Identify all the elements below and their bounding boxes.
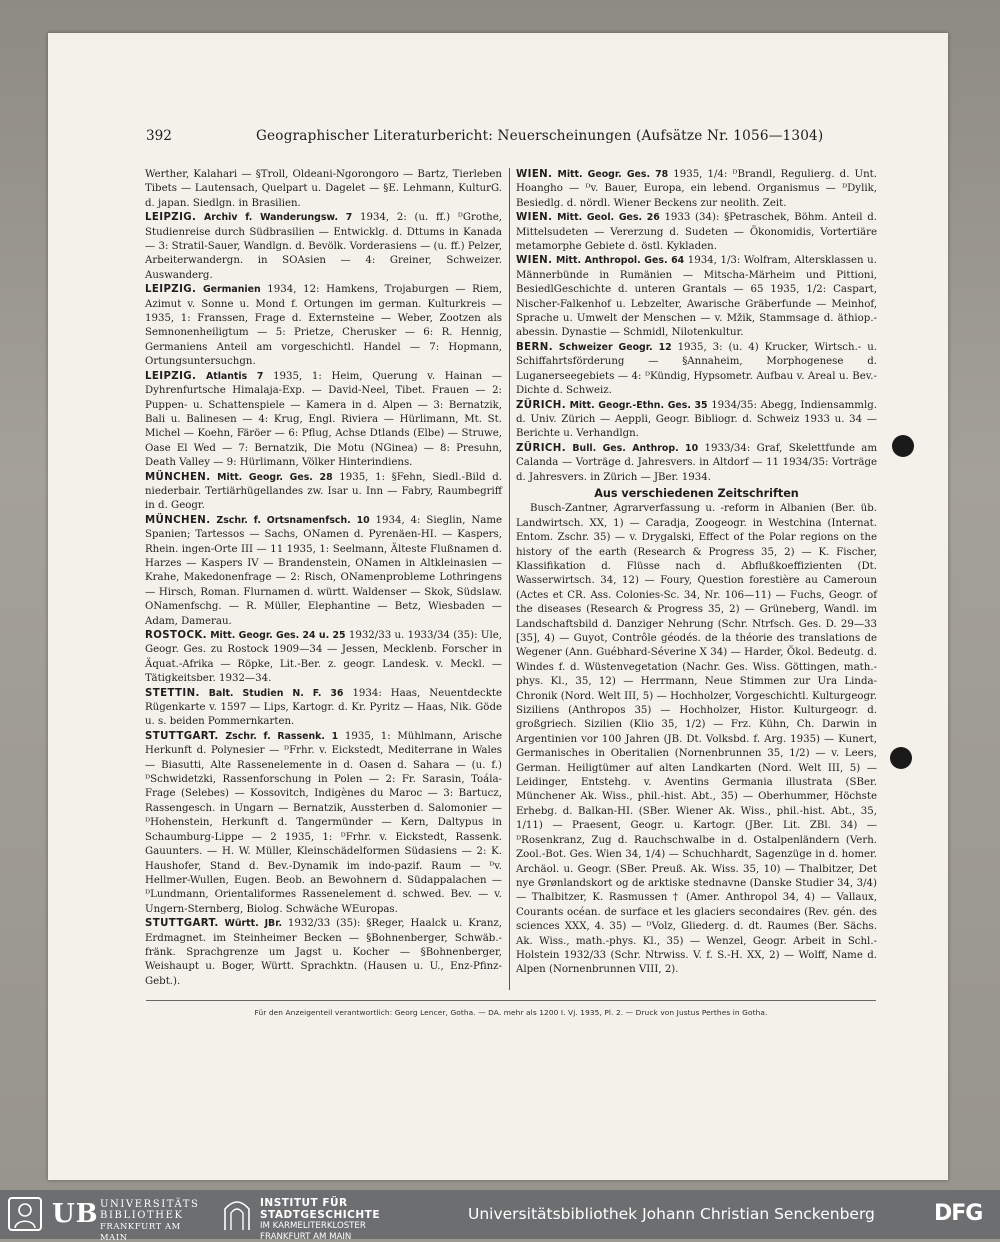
entry-text: 1934/35: Abegg, Indiensammlg. d. Univ. Zürich — Aeppli, Geogr. Bibliogr. d. Schweiz 1933 u. 34 — Berichte u. Verhandlgn. (516, 400, 877, 440)
library-name[interactable]: Universitätsbibliothek Johann Christian Senckenberg (468, 1205, 875, 1223)
isg-line: FRANKFURT AM MAIN (260, 1232, 380, 1242)
entry-journal: Atlantis 7 (206, 371, 263, 382)
isg-logo[interactable] (222, 1197, 422, 1233)
bibliography-entry (516, 399, 877, 442)
entry-journal: Germanien (203, 284, 261, 295)
entry-city: STETTIN. (145, 688, 200, 699)
cloister-icon (222, 1197, 252, 1231)
entry-text: 1935, 3: (u. 4) Krucker, Wirtsch.- u. Schiffahrtsförderung — §Annaheim, Morphogenese d. Luganerseegebiets — 4: ᴰKündig, Hypsometr. Aufbau v. Areal u. Bev.-Dichte d. Schweiz. (516, 342, 877, 396)
entry-city: STUTTGART. (145, 731, 219, 742)
bibliography-entry (145, 687, 502, 730)
entry-city: MÜNCHEN. (145, 515, 211, 526)
bibliography-entry (516, 168, 877, 211)
section-heading: Aus verschiedenen Zeitschriften (516, 487, 877, 501)
bibliography-entry (145, 283, 502, 369)
entry-city: ZÜRICH. (516, 400, 566, 411)
punch-hole-icon (892, 435, 914, 457)
column-divider (509, 168, 510, 990)
isg-text (260, 1198, 380, 1242)
entry-text: 1932/33 (35): §Reger, Haalck u. Kranz, Erdmagnet. im Steinheimer Becken — §Bohnenberger, Schwäb.-fränk. Sprachgrenze um Jagst u. Kocher — §Bohnenberger, Weishaupt u. Boger, Württ. Sprachktn. (Hausen u. U., Enz-Pfinz-Gebt.). (145, 918, 502, 987)
bibliography-entry (516, 254, 877, 340)
entry-text: 1935, 1/4: ᴰBrandl, Regulierg. d. Unt. Hoangho — ᴰv. Bauer, Europa, ein lebend. Organismus — ᴰDylik, Besiedlg. d. nördl. Wiener Beckens zur neolith. Zeit. (516, 169, 877, 209)
entry-journal: Mitt. Anthropol. Ges. 64 (556, 255, 684, 266)
entry-journal: Württ. JBr. (225, 918, 283, 929)
bibliography-entry (145, 370, 502, 471)
ub-line: BIBLIOTHEK (100, 1211, 208, 1222)
bibliography-entry (145, 168, 502, 211)
entry-text: 1935, 1: Heim, Querung v. Hainan — Dyhrenfurtsche Himalaja-Exp. — David-Neel, Tibet. Frauen — 2: Puppen- u. Schattenspiele — Kamera in d. Alpen — 3: Bernatzik, Bali u. Balinesen — 4: Krug, Engl. Riviera — Hürlimann, Mt. St. Michel — Koehn, Färöer — 6: Pflug, Achse Dtlands (Elbe) — Struwe, Oase El Wed — 7: Bernatzik, Die Motu (NGinea) — 8: Presuhn, Death Valley — 9: Hürlimann, Völker Hinterindiens. (145, 371, 502, 468)
ub-letters: UB (52, 1199, 99, 1229)
entry-city: LEIPZIG. (145, 371, 196, 382)
bibliography-entry (145, 917, 502, 989)
entry-journal: Mitt. Geogr.-Ethn. Ges. 35 (570, 400, 708, 411)
entry-city: ZÜRICH. (516, 443, 566, 454)
bibliography-entry (145, 730, 502, 917)
dfg-logo[interactable]: DFG (934, 1201, 982, 1226)
entry-journal: Mitt. Geogr. Ges. 78 (557, 169, 668, 180)
bibliography-entry (145, 514, 502, 629)
entry-text: 1934: Haas, Neuentdeckte Rügenkarte v. 1597 — Lips, Kartogr. d. Kr. Pyritz — Haas, Nik. Göde u. s. beiden Pommernkarten. (145, 688, 502, 728)
entry-text: 1935, 1: §Fehn, Siedl.-Bild d. niederbair. Tertiärhügellandes zw. Isar u. Inn — Fabry, Raumbegriff in d. Geogr. (145, 472, 502, 512)
punch-hole-icon (890, 747, 912, 769)
entry-text: 1932/33 u. 1933/34 (35): Ule, Geogr. Ges. zu Rostock 1909—34 — Jessen, Mecklenb. Forscher in Äquat.-Afrika — Röpke, Lit.-Ber. z. geogr. Landesk. v. Meckl. — Tätigkeitsber. 1932—34. (145, 630, 502, 684)
entry-city: ROSTOCK. (145, 630, 207, 641)
page-number: 392 (146, 128, 172, 144)
bibliography-entry (516, 211, 877, 254)
right-column (516, 168, 877, 978)
entry-city: LEIPZIG. (145, 284, 196, 295)
entry-journal: Mitt. Geogr. Ges. 24 u. 25 (210, 630, 345, 641)
entry-text: 1934, 2: (u. ff.) ᴰGrothe, Studienreise durch Südbrasilien — Entwicklg. d. Dttums in Kanada — 3: Stratil-Sauer, Wandlgn. d. Bevölk. Vorderasiens — (u. ff.) Pelzer, Arbeiterwandergn. in SOAsien — 4: Greiner, Schweizer. Auswanderg. (145, 212, 502, 281)
entry-journal: Schweizer Geogr. 12 (559, 342, 672, 353)
entry-text: Werther, Kalahari — §Troll, Oldeani-Ngorongoro — Bartz, Tierleben Tibets — Lautensach, Quelpart u. Dagelet — §E. Lehmann, KulturG. d. japan. Siedlgn. in Brasilien. (145, 169, 502, 209)
entry-city: WIEN. (516, 169, 552, 180)
bibliography-entry (516, 341, 877, 399)
ub-line: FRANKFURT AM MAIN (100, 1221, 208, 1242)
bibliography-entry (145, 471, 502, 514)
ub-logo[interactable] (8, 1197, 208, 1233)
isg-line: INSTITUT FÜR (260, 1198, 380, 1210)
entry-city: STUTTGART. (145, 918, 219, 929)
entry-journal: Bull. Ges. Anthrop. 10 (572, 443, 698, 454)
entry-journal: Balt. Studien N. F. 36 (209, 688, 344, 699)
imprint-line: Für den Anzeigenteil verantwortlich: Georg Lencer, Gotha. — DA. mehr als 1200 I. Vj. 1935, Pl. 2. — Druck von Justus Perthes in Gotha. (146, 1008, 876, 1017)
left-column (145, 168, 502, 989)
entry-city: WIEN. (516, 255, 552, 266)
bottom-rule (146, 1000, 876, 1001)
isg-line: STADTGESCHICHTE (260, 1210, 380, 1222)
entry-text: 1934, 12: Hamkens, Trojaburgen — Riem, Azimut v. Sonne u. Mond f. Ortungen im german. Kulturkreis — 1935, 1: Franssen, Frage d. Externsteine — Weber, Zootzen als Semnonenheiligtum — 5: Prietze, Cherusker — 6: R. Hennig, Germaniens Anteil am vorgeschichtl. Handel — 7: Hopmann, Ortungsuntersuchgn. (145, 284, 502, 367)
entry-city: WIEN. (516, 212, 552, 223)
entry-journal: Mitt. Geol. Ges. 26 (557, 212, 660, 223)
entry-journal: Zschr. f. Ortsnamenfsch. 10 (216, 515, 369, 526)
entry-city: MÜNCHEN. (145, 472, 211, 483)
entry-journal: Zschr. f. Rassenk. 1 (225, 731, 338, 742)
entry-text: 1933 (34): §Petraschek, Böhm. Anteil d. Mittelsudeten — Vererzung d. Sudeten — Ökonomidis, Vortertiäre metamorphe Gebiete d. östl. Kykladen. (516, 212, 877, 252)
right-column-entries (516, 168, 877, 485)
page-header (146, 128, 876, 148)
portrait-icon (8, 1197, 42, 1231)
bibliography-entry (516, 442, 877, 485)
entry-text: 1934, 1/3: Wolfram, Altersklassen u. Männerbünde in Rumänien — Mitscha-Märheim und Pittioni, BesiedlGeschichte d. unteren Grantals — 65 1935, 1/2: Caspart, Nischer-Falkenhof u. Lebzelter, Awarische Gräberfunde — Meinhof, Sprache u. Umwelt der Menschen — v. Mžik, Stammsage d. äthiop.-abessin. Dynastie — Schmidl, Nilotenkultur. (516, 255, 877, 338)
entry-journal: Archiv f. Wanderungsw. 7 (204, 212, 352, 223)
running-title: Geographischer Literaturbericht: Neuerscheinungen (Aufsätze Nr. 1056—1304) (256, 128, 823, 144)
section-body-text: Busch-Zantner, Agrarverfassung u. -reform in Albanien (Ber. üb. Landwirtsch. XX, 1) — Caradja, Zoogeogr. in Westchina (Internat. Entom. Zschr. 35) — v. Drygalski, Effect of the Polar regions on the history of the earth (Research & Progress 35, 2) — K. Fischer, Klassifikation d. Flüsse nach d. Abflußkoeffizienten (Dt. Wasserwirtsch. 34, 12) — Foury, Question forestière au Cameroun (Actes et CR. Ass. Colonies-Sc. 34, Nr. 106—11) — Fuchs, Geogr. of the diseases (Research & Progress 35, 2) — Grüneberg, Wandl. im Landschaftsbild d. Danziger Nehrung (Schr. Ntrfsch. Ges. D. 29—33 [35], 4) — Guyot, Contrôle géodés. de la théorie des translations de Wegener (Ann. Guébhard-Séverine X 34) — Harder, Ökol. Bedeutg. d. Windes f. d. Wüstenvegetation (Nachr. Ges. Wiss. Göttingen, math.-phys. Kl., 35, 12) — Herrmann, Neue Stimmen zur Ura Linda-Chronik (Nord. Welt III, 5) — Hochholzer, Vorgeschichtl. Kulturgeogr. Siziliens (Anthropos 35) — Hochholzer, Histor. Kulturgeogr. d. großgriech. Sizilien (Klio 35, 1/2) — Frz. Kühn, Ch. Darwin in Argentinien vor 100 Jahren (JB. Dt. Volksbd. f. Arg. 1935) — Kunert, Germanisches in Oberitalien (Nornenbrunnen 35, 1/2) — v. Leers, German. Heiligtümer auf alten Landkarten (Nord. Welt III, 5) — Leidinger, Entstehg. v. Aventins Germania illustrata (SBer. Münchener Ak. Wiss., phil.-hist. Abt., 35) — Oberhummer, Höchste Erhebg. d. Balkan-HI. (SBer. Wiener Ak. Wiss., phil.-hist. Abt., 35, 1/11) — Praesent, Geogr. u. Kartogr. (JBer. Lit. ZBl. 34) — ᴰRosenkranz, Zug d. Rauchschwalbe in d. Ostalpenländern (Verh. Zool.-Bot. Ges. Wien 34, 1/4) — Schuchhardt, Sagenzüge in d. homer. Archäol. u. Geogr. (SBer. Preuß. Ak. Wiss. 35, 10) — Thalbitzer, Det nye Grønlandskort og de arktiske stednavne (Danske Studier 34, 3/4) — Thalbitzer, K. Rasmussen † (Amer. Anthropol 34, 4) — Vallaux, Courants océan. de surface et les glaciers secondaires (Rev. gén. des sciences XXX, 4. 35) — ᴰVolz, Gliederg. d. dt. Raumes (Ber. Sächs. Ak. Wiss., math.-phys. Kl., 35) — Wenzel, Geogr. Arbeit in Schl.-Holstein 1932/33 (Schr. Ntrwiss. V. f. S.-H. XX, 2) — Wolff, Name d. Alpen (Nornenbrunnen VIII, 2). (516, 502, 877, 977)
bibliography-entry (145, 211, 502, 283)
entry-text: 1933/34: Graf, Skelettfunde am Calanda — Vorträge d. Jahresvers. in Altdorf — 11 1934/35: Vorträge d. Jahresvers. in Zürich — JBer. 1934. (516, 443, 877, 483)
isg-line: IM KARMELITERKLOSTER (260, 1221, 380, 1232)
ub-text (100, 1200, 208, 1242)
ub-line: UNIVERSITÄTS (100, 1200, 208, 1211)
entry-city: BERN. (516, 342, 553, 353)
entry-text: 1935, 1: Mühlmann, Arische Herkunft d. Polynesier — ᴰFrhr. v. Eickstedt, Mediterrane in Wales — Biasutti, Alte Rassenelemente in d. Oasen d. Sahara — (u. f.) ᴰSchwidetzki, Rassenforschung in Polen — 2: Fr. Sarasin, Toála-Frage (Selebes) — Kossovitch, Indigènes du Maroc — 3: Bartucz, Rassengesch. in Ungarn — Bernatzik, Aussterben d. Salomonier — ᴰHohenstein, Herkunft d. Tangermünder — Kern, Daltypus in Schaumburg-Lippe — 2 1935, 1: ᴰFrhr. v. Eickstedt, Rassenk. Gauunters. — H. W. Müller, Kleinschädelformen Südasiens — 2: K. Haushofer, Stand d. Bev.-Dynamik im indo-pazif. Raum — ᴰv. Hellmer-Wullen, Eugen. Beob. an Bewohnern d. Südappalachen — ᴰLundmann, Orientaliformes Rassenelement d. schwed. Bev. — v. Ungern-Sternberg, Biolog. Schwäche WEuropas. (145, 731, 502, 915)
bibliography-entry (145, 629, 502, 687)
entry-city: LEIPZIG. (145, 212, 196, 223)
entry-text: 1934, 4: Sieglin, Name Spanien; Tartessos — Sachs, ONamen d. Pyrenäen-HI. — Kaspers, Rhein. ingen-Orte III — 11 1935, 1: Seelmann, Älteste Flußnamen d. Harzes — Kaspers IV — Brandenstein, ONamen in Altkleinasien — Krahe, Makedonenfrage — 2: Risch, ONamenprobleme Lothringens — Hirsch, Roman. Flurnamen d. württ. Waldenser — Skok, Südslaw. ONamenfschg. — R. Müller, Elephantine — Betz, Wiesbaden — Adam, Damerau. (145, 515, 502, 627)
entry-journal: Mitt. Geogr. Ges. 28 (217, 472, 332, 483)
